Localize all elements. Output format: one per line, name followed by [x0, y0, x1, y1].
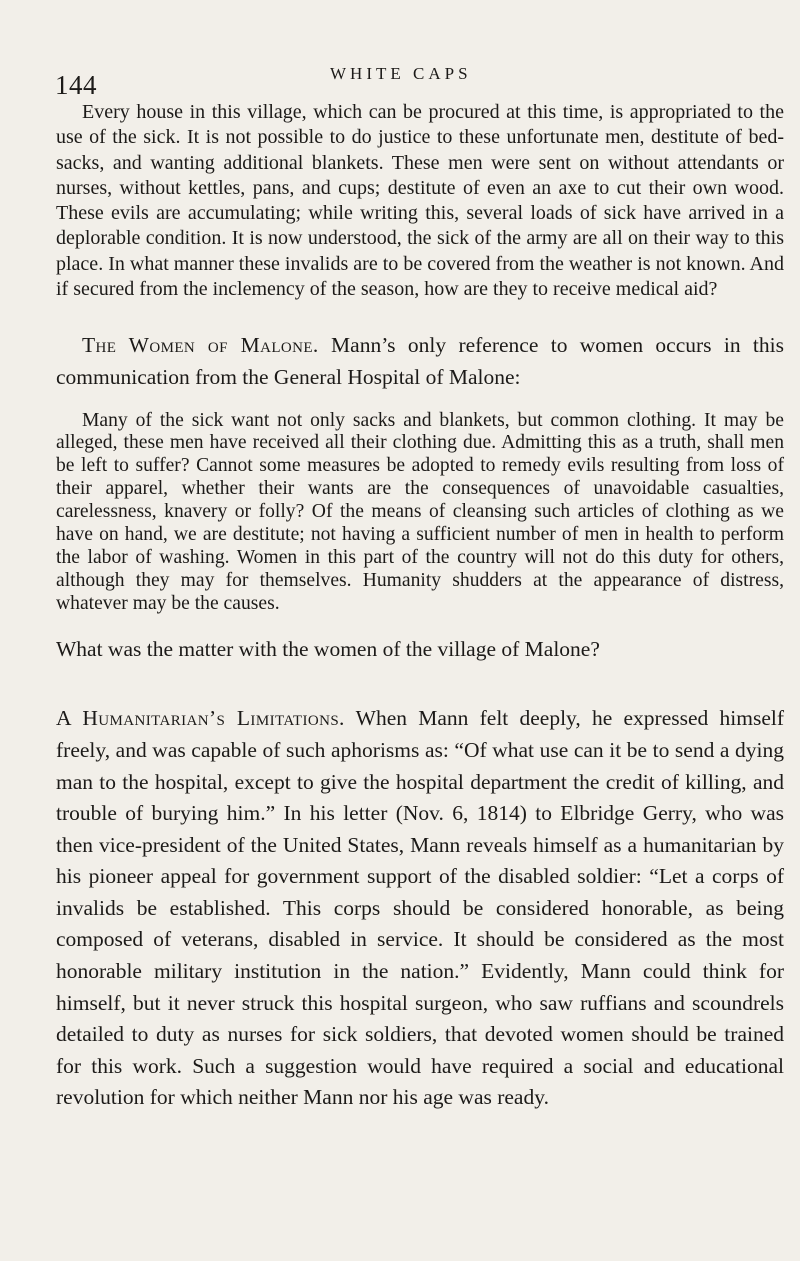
page-body — [56, 100, 784, 1114]
section-heading-women-of-malone: The Women of Malone. — [82, 333, 319, 358]
page-number: 144 — [55, 70, 97, 100]
paragraph-humanitarian-limitations-text: When Mann felt deeply, he expressed himself freely, and was capable of such aphorisms as: “Of what use can it be to send a dying man to the hospital, except to give the hospital department the credit of killing, and trouble of burying him.” In his letter (Nov. 6, 1814) to Elbridge Gerry, who was then vice-president of the United States, Mann reveals himself as a humanitarian by his pioneer appeal for government support of the disabled soldier: “Let a corps of invalids be established. This corps should be considered honorable, as being composed of veterans, disabled in service. It should be considered as the most honorable military institution in the nation.” Evidently, Mann could think for himself, but it never struck this hospital surgeon, who saw ruffians and scoundrels detailed to duty as nurses for sick soldiers, that devoted women should be trained for this work. Such a suggestion would have required a social and educational revolution for which neither Mann nor his age was ready. — [56, 706, 784, 1110]
running-head: WHITE CAPS — [330, 64, 472, 83]
paragraph-women-of-malone — [56, 330, 784, 393]
paragraph-women-of-malone-text: Mann’s only reference to women occurs in this communication from the General Hospital of Malone: — [56, 333, 784, 389]
paragraph-humanitarian-limitations — [56, 703, 784, 1114]
paragraph-question: What was the matter with the women of the village of Malone? — [56, 636, 600, 661]
section-heading-humanitarian-limitations: A Humanitarian’s Limitations. — [56, 706, 345, 731]
block-quote-malone-letter: Many of the sick want not only sacks and blankets, but common clothing. It may be alleged, these men have received all their clothing due. Admitting this as a truth, shall men be left to suffer? Cannot some measures be adopted to remedy evils resulting from loss of their apparel, whether their wants are the consequences of unavoidable casualties, carelessness, knavery or folly? Of the means of cleansing such articles of clothing as we have on hand, we are destitute; not having a sufficient number of men in health to perform the labor of washing. Women in this part of the country will not do this duty for others, although they may for themselves. Humanity shudders at the appearance of distress, whatever may be the causes. — [56, 409, 784, 614]
paragraph-hospital-conditions: Every house in this village, which can be procured at this time, is appropriated to the use of the sick. It is not possible to do justice to these unfortunate men, destitute of bed-sacks, and wanting additional blankets. These men were sent on without attendants or nurses, without kettles, pans, and cups; destitute of even an axe to cut their own wood. These evils are accumulating; while writing this, several loads of sick have arrived in a deplorable condition. It is now understood, the sick of the army are all on their way to this place. In what manner these invalids are to be covered from the weather is not known. And if secured from the inclemency of the season, how are they to receive medical aid? — [56, 101, 784, 301]
